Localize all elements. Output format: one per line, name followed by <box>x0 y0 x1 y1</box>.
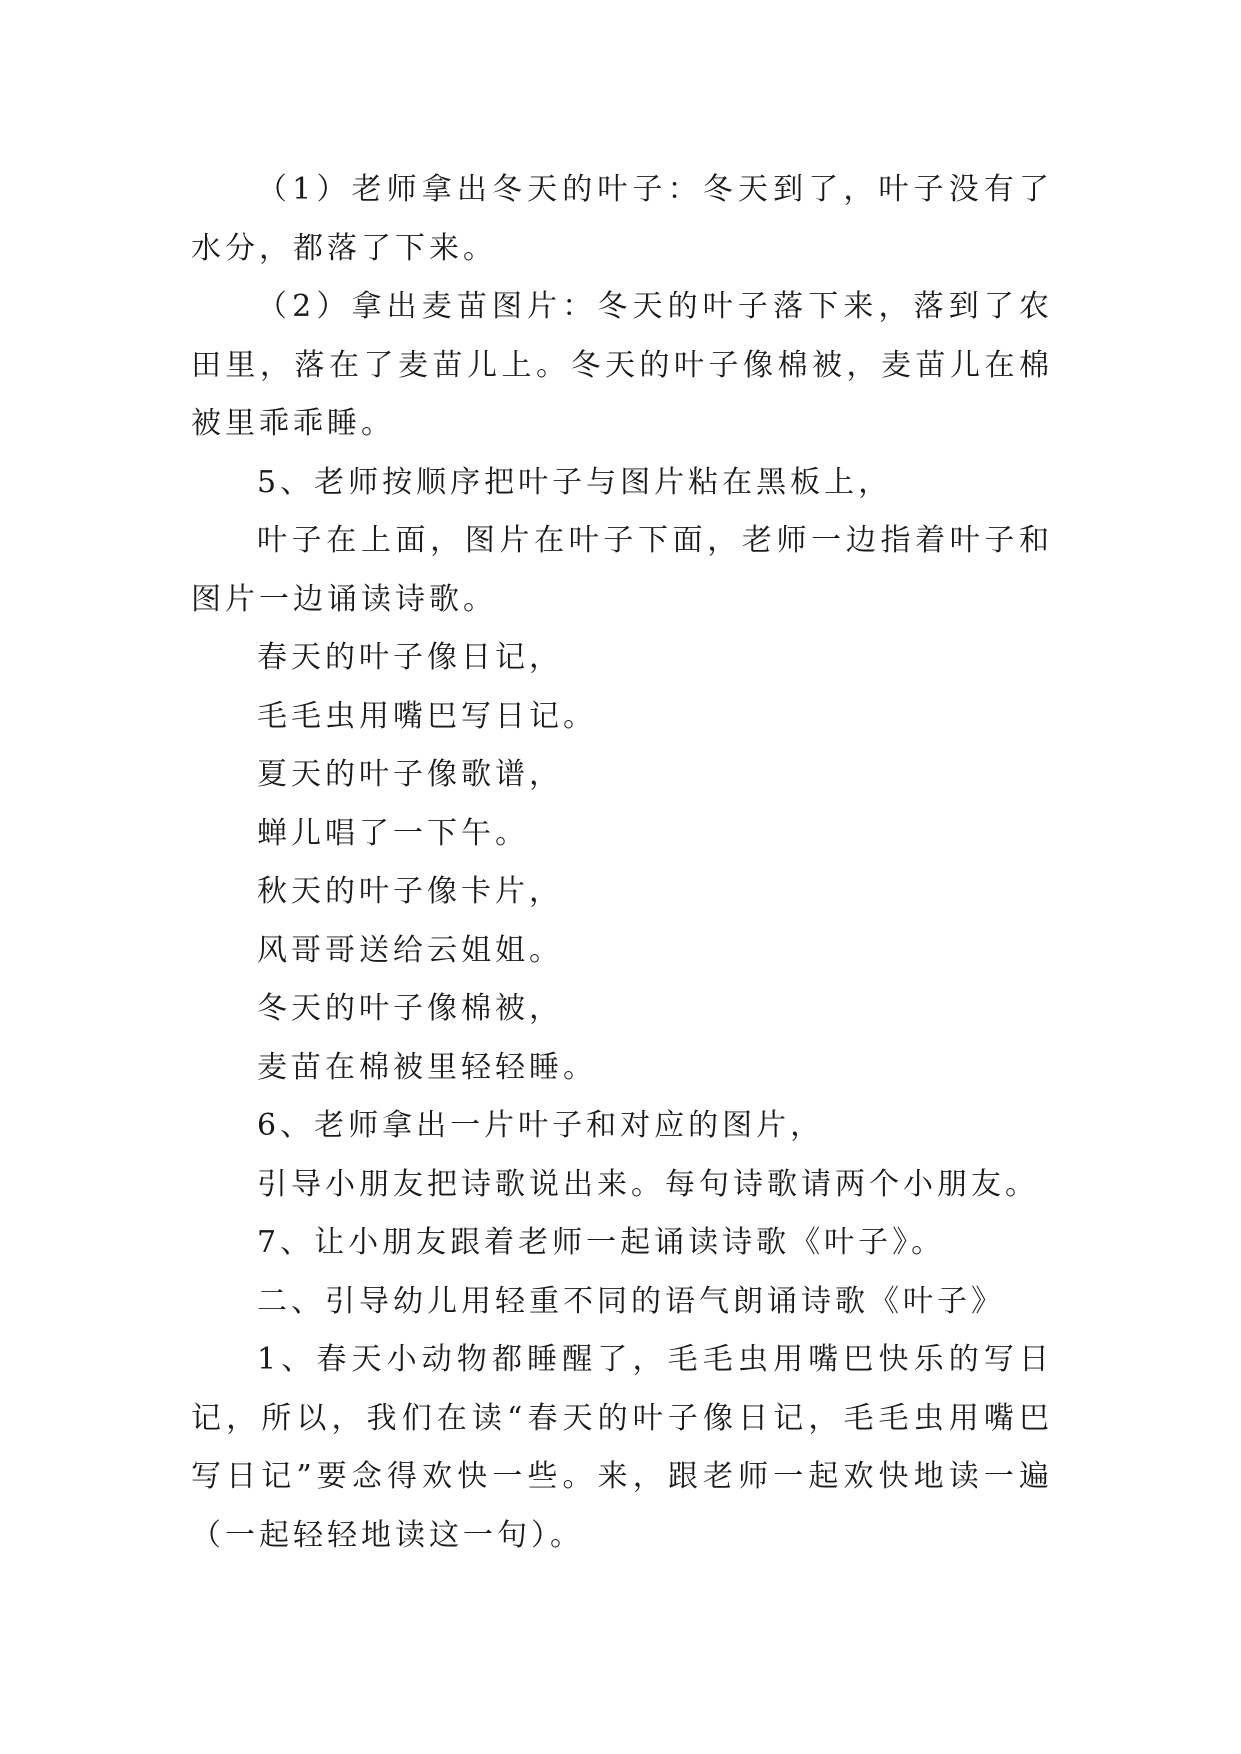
poem-line: 麦苗在棉被里轻轻睡。 <box>257 1049 597 1085</box>
paragraph-spring-reading: 1、春天小动物都睡醒了，毛毛虫用嘴巴快乐的写日记，所以，我们在读“春天的叶子像日记，毛毛虫用嘴巴写日记”要念得欢快一些。来，跟老师一起欢快地读一遍（一起轻轻地读这一句）。 <box>191 1342 1053 1553</box>
paragraph-step-5-detail: 叶子在上面，图片在叶子下面，老师一边指着叶子和图片一边诵读诗歌。 <box>191 523 1053 617</box>
paragraph-wheat-seedling: （2）拿出麦苗图片：冬天的叶子落下来，落到了农田里，落在了麦苗儿上。冬天的叶子像棉被，麦苗儿在棉被里乖乖睡。 <box>191 289 1053 441</box>
section-heading-two: 二、引导幼儿用轻重不同的语气朗诵诗歌《叶子》 <box>257 1283 1005 1319</box>
poem-line: 夏天的叶子像歌谱， <box>257 757 563 792</box>
document-body <box>191 161 1053 1565</box>
poem-line: 冬天的叶子像棉被， <box>257 991 563 1026</box>
poem-line: 春天的叶子像日记， <box>257 640 563 675</box>
poem-line: 蝉儿唱了一下午。 <box>257 815 529 851</box>
paragraph-winter-leaf: （1）老师拿出冬天的叶子：冬天到了，叶子没有了水分，都落了下来。 <box>191 172 1053 266</box>
poem-line: 毛毛虫用嘴巴写日记。 <box>257 698 597 734</box>
paragraph-step-7: 7、让小朋友跟着老师一起诵读诗歌《叶子》。 <box>257 1225 946 1260</box>
poem-line: 风哥哥送给云姐姐。 <box>257 932 563 968</box>
poem-line: 秋天的叶子像卡片， <box>257 874 563 909</box>
paragraph-step-6-detail: 引导小朋友把诗歌说出来。每句诗歌请两个小朋友。 <box>257 1166 1039 1202</box>
paragraph-step-5: 5、老师按顺序把叶子与图片粘在黑板上， <box>257 464 893 500</box>
paragraph-step-6: 6、老师拿出一片叶子和对应的图片， <box>257 1108 825 1143</box>
